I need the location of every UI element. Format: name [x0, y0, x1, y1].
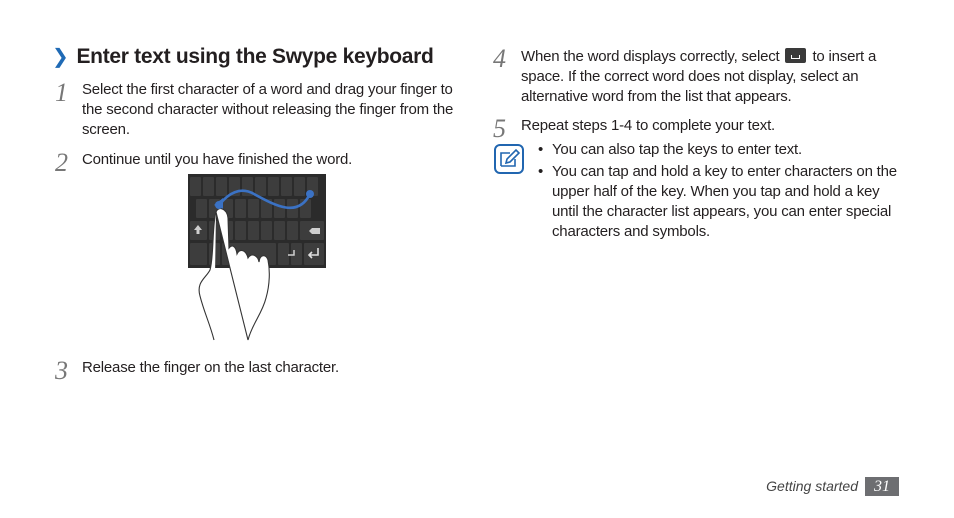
- swipe-end-point: [306, 190, 314, 198]
- step-number-1: 1: [55, 78, 68, 107]
- step-text-4: [521, 47, 901, 107]
- space-key-icon: [785, 48, 806, 63]
- chevron-icon: ❯: [52, 46, 69, 68]
- step-4-text-after: to insert a space. If the correct word does not display, select an alternative word from the list that appears.: [521, 48, 877, 105]
- section-title: [52, 44, 434, 69]
- note-pencil-icon: [494, 144, 524, 174]
- footer-section-label: Getting started: [766, 478, 858, 494]
- step-text-1: Select the first character of a word and drag your finger to the second character without releasing the finger from the screen.: [82, 81, 454, 138]
- swype-illustration-svg: [188, 174, 328, 344]
- swipe-start-point: [215, 201, 223, 209]
- swype-keyboard-illustration: [188, 174, 328, 344]
- step-number-5: 5: [493, 114, 506, 143]
- note-bullet-item: • You can also tap the keys to enter text.: [538, 140, 908, 160]
- step-text-3: Release the finger on the last character.: [82, 359, 339, 376]
- step-number-4: 4: [493, 44, 506, 73]
- note-bullet-list: [538, 140, 908, 244]
- step-text-2: Continue until you have finished the word.: [82, 151, 353, 168]
- step-4-text-before: When the word displays correctly, select: [521, 48, 780, 65]
- note-pencil-svg: [496, 146, 522, 172]
- section-title-text: Enter text using the Swype keyboard: [76, 45, 434, 68]
- step-number-2: 2: [55, 148, 68, 177]
- note-bullet-item: • You can tap and hold a key to enter characters on the upper half of the key. When you tap and hold a key until the character list appears, you can enter special characters and symbols.: [538, 162, 908, 242]
- step-number-3: 3: [55, 356, 68, 385]
- step-text-5: Repeat steps 1-4 to complete your text.: [521, 117, 776, 134]
- page-number: 31: [865, 477, 899, 496]
